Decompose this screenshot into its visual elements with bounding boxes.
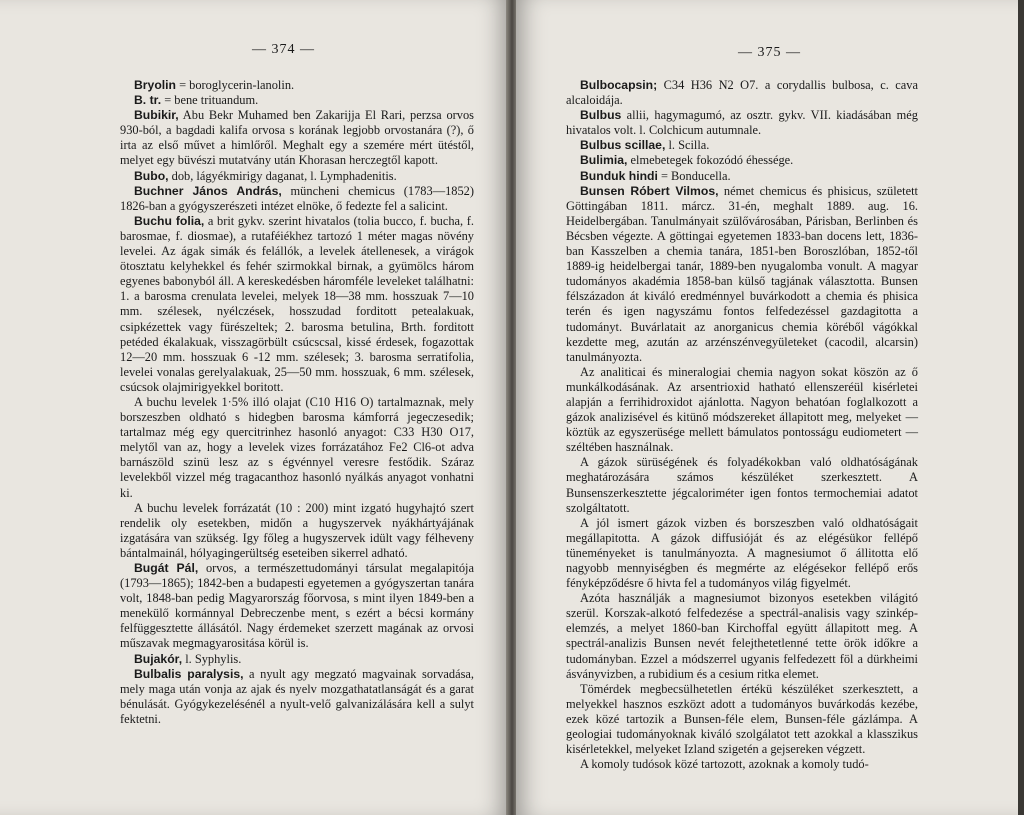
entry-paragraph: [566, 78, 918, 108]
entry-paragraph: [566, 184, 918, 365]
entry-headword: Bulimia,: [580, 153, 628, 168]
entry-text: A gázok sürüségének és folyadékokban való oldhatóságának meghatározására számos készüléket szerkesztett. A Bunsenszerkesztette jégcaloriméter igen fontos termochemiai adatot szolgáltatott.: [566, 455, 918, 515]
entry-headword: Bubikir,: [134, 108, 179, 123]
entry-headword: Bulbus: [580, 108, 622, 123]
entry-paragraph: [566, 757, 918, 772]
page-body: [566, 78, 918, 772]
entry-paragraph: [120, 78, 474, 93]
entry-text: dob, lágyékmirigy daganat, l. Lymphadenitis.: [168, 168, 397, 183]
entry-text: = Bonducella.: [657, 168, 731, 183]
entry-paragraph: [566, 365, 918, 456]
entry-text: = boroglycerin-lanolin.: [175, 78, 295, 92]
entry-headword: Bulbus scillae,: [580, 138, 666, 153]
entry-headword: Buchu folia,: [134, 213, 205, 228]
entry-paragraph: [566, 153, 918, 168]
entry-paragraph: [566, 108, 918, 138]
entry-headword: Bulbalis paralysis,: [134, 666, 244, 681]
entry-text: A komoly tudósok közé tartozott, azoknak a komoly tudó-: [580, 757, 869, 772]
entry-headword: Bugát Pál,: [134, 561, 199, 575]
entry-text: Abu Bekr Muhamed ben Zakarijja El Rari, perzsa orvos 930-ból, a bagdadi kalifa orvosa s korának legjobb orvostanára (?), ő irta az első művet a himlőről. Meghalt egy a szemére mért ütéstől, melyet egy büvészi mutatvány után Khorasan herczegtől kapott.: [120, 108, 474, 168]
entry-paragraph: [566, 455, 918, 515]
page-body: [120, 78, 474, 727]
entry-text: Tömérdek megbecsülhetetlen értékü készüléket szerkesztett, a melyekkel hasznos eszközt adott a tudományos buvárkodás kezébe, ezek közé tartozik a Bunsen-féle elem, Bunsen-féle gázlámpa. A geologiai tudományoknak kiváló szolgálatot tett azokkal a klasszikus kisérletekkel, melyeket Izland szigetén a gejsereken végzett.: [566, 681, 918, 757]
entry-headword: Bulbocapsin;: [580, 78, 658, 92]
entry-text: a nyult agy megzató magvainak sorvadása, mely maga után vonja az ajak és nyelv mozgathatatlanságát és a garat bénulását. Gyógykezelésénél a nyult-velő galvanizálására kell a sulyt fektetni.: [120, 666, 475, 726]
entry-paragraph: [566, 138, 918, 153]
entry-paragraph: [120, 214, 474, 395]
entry-text: Azóta használják a magnesiumot bizonyos esetekben világitó szerül. Korszak-alkotó felfedezése a spectrál-analisis vagy szinkép-elemzés, a melyet 1860-ban Kirchoffal együtt állapitott meg. A spectrál-analizis Bunsen nevét felejthetetlenné tette örök időkre a tudományban. Ezzel a módszerrel ugyanis felfedezett föl a dürkheimi ásványvizben, a rubidium és a cesium ritka elemet.: [566, 591, 918, 681]
entry-headword: Bunduk hindi: [580, 168, 658, 183]
left-page: [0, 0, 508, 815]
entry-headword: Bujakór,: [134, 651, 183, 666]
entry-text: l. Scilla.: [665, 138, 710, 153]
entry-text: A buchu levelek 1·5% illó olajat (C10 H16 O) tartalmaznak, mely borszeszben oldható s hidegben barosma kámforrá jegeczesedik; tartalmaz még egy quercitrinhez hasonló anyagot: C33 H30 O17, melytől van az, hogy a levelek vizes forrázatához Fe2 Cl6-ot adva barnászöld szinü lesz az s égvénnyel veresre festődik. Száraz levelekből vizzel még tragacanthoz hasonló nyálkás anyagot vonhatni ki.: [120, 394, 474, 500]
entry-text: orvos, a természettudományi társulat megalapitója (1793—1865); 1842-ben a budapesti egyetemen a gyógyszertan tanára volt, 1848-ban pedig Magyarország főorvosa, s mint ilyen 1849-ben a menekülő kormánnyal Debreczenbe ment, s ezért a bécsi kormány felfüggesztette állásától. Nagy érdemeket szerzett magának az orvosi műszavak megmagyarositása körül is.: [120, 561, 474, 651]
entry-text: müncheni chemicus (1783—1852) 1826-ban a gyógyszerészeti intézet elnöke, ő fedezte fel a salicint.: [120, 183, 474, 213]
entry-text: Az analiticai és mineralogiai chemia nagyon sokat köszön az ő munkálkodásának. Az arsentrioxid hatható ellenszeréül kisérletei alapján a ferrihidroxidot ajánlotta. Nagyon behatóan foglalkozott a gázok analizisével és kitünő módszereket állapitott meg, melyeket — köztük az egyszerüsége mellett bámulatos pontosságu eudiometert — széltében használnak.: [566, 364, 918, 455]
entry-paragraph: [566, 591, 918, 682]
entry-paragraph: [120, 395, 474, 501]
entry-paragraph: [120, 184, 474, 214]
entry-text: C34 H36 N2 O7. a corydallis bulbosa, c. cava alcaloidája.: [566, 78, 918, 108]
entry-headword: Bubo,: [134, 168, 169, 183]
right-page: [516, 0, 1024, 815]
entry-paragraph: [120, 169, 474, 184]
entry-paragraph: [120, 652, 474, 667]
entry-headword: Bunsen Róbert Vilmos,: [580, 183, 719, 198]
entry-paragraph: [566, 516, 918, 591]
entry-text: A jól ismert gázok vizben és borszeszben való oldhatóságait megállapitotta. A gázok diffusióját és az elégésükor fellépő tüneményeket is tanulmányozta. A magnesiumot ő állitotta elő nagyobb mennyiségben és megmérte az elégésekor fellépő erős fényképződésre ő hivta fel a tudományos világ figyelmét.: [566, 515, 918, 591]
page-edge: [1018, 0, 1024, 815]
entry-text: l. Syphylis.: [182, 651, 242, 666]
entry-text: A buchu levelek forrázatát (10 : 200) mint izgató hugyhajtó szert rendelik oly esetekben, midőn a hugyszervek nyákhártyájának izgatására van szükség. Igy főleg a hugyszervek idült vagy félheveny bántalmainál, hólyagingerültség eseteiben sikerrel adható.: [120, 500, 474, 560]
entry-text: német chemicus és phisicus, született Göttingában 1811. márcz. 31-én, meghalt 1889. aug. 16. Heidelbergában. Tanulmányait szülővárosában, Párisban, Berlinben és Bécsben végezte. A göttingai egyetemen 1833-ban docens lett, 1836-ban Kasszelben a chemia tanára, 1851-ben Boroszlóban, 1852-től 1889-ig heidelbergai tanár, 1889-ben nyugalomba vonult. A magyar tudományos akadémia 1858-ban külső tagjának választotta. Bunsen félszázadon át kiváló eredménnyel buvárkodott a chemia és phisica terén és igen nagyszámu fontos felfedezéssel gazdagitotta a tudományt. Buvárlatait az anorganicus chemia köréből vágókkal kezdette meg, azután az arzénszénvegyületeket (cacodil, alcarsin) tanulmányozta.: [566, 183, 918, 364]
entry-paragraph: [566, 682, 918, 757]
entry-paragraph: [120, 108, 474, 168]
entry-text: a brit gykv. szerint hivatalos (tolia bucco, f. bucha, f. barosmae, f. diosmae), a rutaféiékhez tartozó 1 méter magas növény levelei. Az ágak simák és felállók, a levelek átellenesek, a virágok ötosztatu kelyhekkel és fehér szirmokkal birnak, a gyümölcs három egyenes babonyból áll. A kereskedésben háromféle leveleket találhatni: 1. a barosma crenulata levelei, melyek 18—38 mm. hosszuak 7—10 mm. szélesek, nyélczések, hosszudad forditott petealakuak, csipkézettek vagy fürészeltek; 2. barosma betulina, Brth. forditott petéded ékalakuak, visszagörbült csúcscsal, kissé érdesek, fogazottak 12—20 mm. hosszuak 6 -12 mm. szélesek; 3. barosma serratifolia, levelei vonalas gerelyalakuak, 25—50 mm. hosszuak, 6 mm. szélesek, csúcsok olajmirigyekkel boritott.: [120, 213, 474, 394]
entry-paragraph: [566, 169, 918, 184]
entry-paragraph: [120, 93, 474, 108]
entry-paragraph: [120, 561, 474, 652]
entry-headword: B. tr.: [134, 93, 162, 108]
entry-headword: Bryolin: [134, 78, 176, 92]
page-number: — 375 —: [738, 45, 801, 60]
entry-paragraph: [120, 667, 474, 727]
page-number: — 374 —: [252, 42, 315, 57]
entry-text: allii, hagymagumó, az osztr. gykv. VII. kiadásában még hivatalos volt. l. Colchicum autumnale.: [566, 108, 918, 138]
entry-headword: Buchner János András,: [134, 183, 282, 198]
entry-text: = bene trituandum.: [161, 93, 259, 108]
entry-paragraph: [120, 501, 474, 561]
entry-text: elmebetegek fokozódó éhessége.: [627, 153, 794, 168]
